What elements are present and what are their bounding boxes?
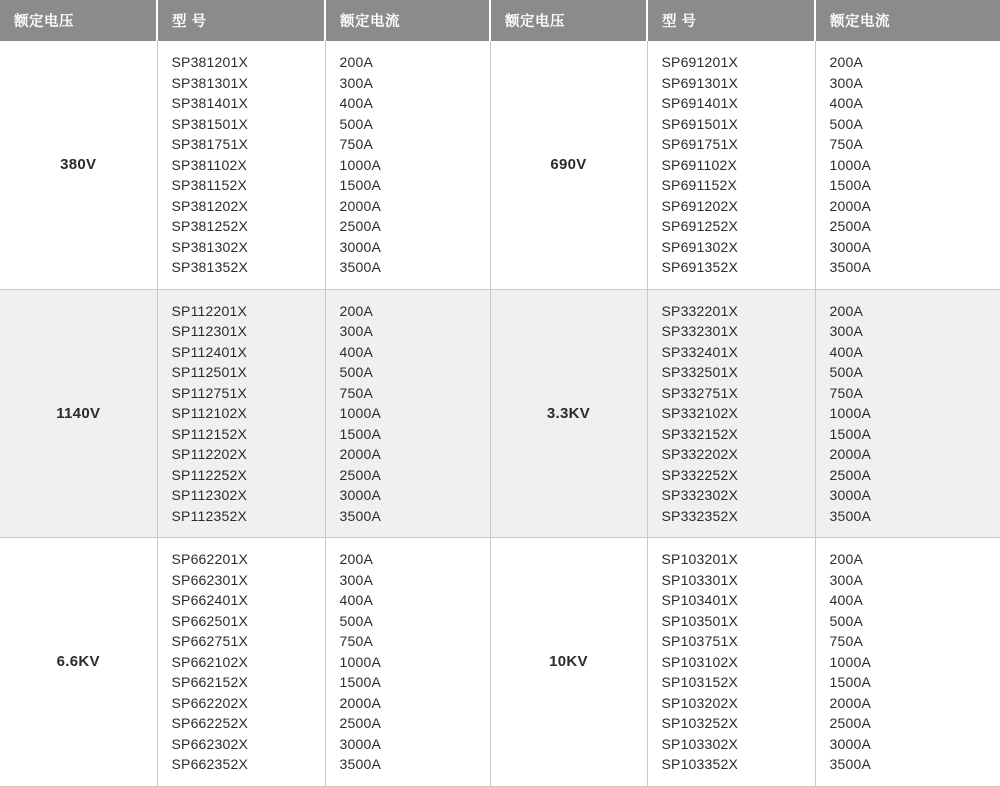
voltage-cell: 1140V xyxy=(0,289,157,538)
model-value: SP332152X xyxy=(662,424,815,445)
model-value: SP112201X xyxy=(172,301,325,322)
model-value: SP662751X xyxy=(172,631,325,652)
model-value: SP332201X xyxy=(662,301,815,322)
current-value: 1500A xyxy=(830,424,1000,445)
model-value: SP691302X xyxy=(662,237,815,258)
current-value: 750A xyxy=(340,134,490,155)
model-value: SP332102X xyxy=(662,403,815,424)
model-value: SP691352X xyxy=(662,257,815,278)
model-value: SP381751X xyxy=(172,134,325,155)
model-value: SP332302X xyxy=(662,485,815,506)
model-value: SP112401X xyxy=(172,342,325,363)
current-value: 2500A xyxy=(830,465,1000,486)
column-header-current-right: 额定电流 xyxy=(815,0,1000,41)
model-value: SP662201X xyxy=(172,549,325,570)
model-value: SP332301X xyxy=(662,321,815,342)
table-header-row xyxy=(0,0,1000,41)
current-value: 200A xyxy=(830,52,1000,73)
table-row xyxy=(0,289,1000,538)
model-value: SP691301X xyxy=(662,73,815,94)
current-value: 2500A xyxy=(340,216,490,237)
voltage-cell: 3.3KV xyxy=(490,289,647,538)
current-value: 1500A xyxy=(340,672,490,693)
current-value: 3500A xyxy=(340,754,490,775)
voltage-cell: 10KV xyxy=(490,538,647,787)
current-value: 750A xyxy=(340,631,490,652)
current-value: 200A xyxy=(830,549,1000,570)
model-value: SP112301X xyxy=(172,321,325,342)
current-value: 2000A xyxy=(830,444,1000,465)
column-header-current-left: 额定电流 xyxy=(325,0,490,41)
current-value: 500A xyxy=(340,114,490,135)
model-value: SP381201X xyxy=(172,52,325,73)
current-value: 1000A xyxy=(830,403,1000,424)
current-value: 300A xyxy=(830,570,1000,591)
current-value: 1000A xyxy=(830,652,1000,673)
model-value: SP332501X xyxy=(662,362,815,383)
model-value: SP103201X xyxy=(662,549,815,570)
current-value: 300A xyxy=(340,321,490,342)
current-value: 500A xyxy=(830,611,1000,632)
model-value: SP691252X xyxy=(662,216,815,237)
current-value: 200A xyxy=(340,52,490,73)
current-value: 750A xyxy=(830,383,1000,404)
current-value: 300A xyxy=(830,73,1000,94)
current-value: 300A xyxy=(340,73,490,94)
table-row xyxy=(0,538,1000,787)
model-value: SP691102X xyxy=(662,155,815,176)
current-value: 2000A xyxy=(340,693,490,714)
model-value: SP103152X xyxy=(662,672,815,693)
current-value: 2000A xyxy=(830,196,1000,217)
model-value: SP103302X xyxy=(662,734,815,755)
model-cell xyxy=(647,41,815,289)
current-value: 2500A xyxy=(830,216,1000,237)
model-cell xyxy=(157,289,325,538)
current-value: 3500A xyxy=(340,506,490,527)
model-value: SP381102X xyxy=(172,155,325,176)
column-header-voltage-right: 额定电压 xyxy=(490,0,647,41)
current-value: 400A xyxy=(830,93,1000,114)
current-value: 1000A xyxy=(340,652,490,673)
model-value: SP691751X xyxy=(662,134,815,155)
current-value: 3000A xyxy=(340,485,490,506)
model-value: SP112252X xyxy=(172,465,325,486)
current-value: 2500A xyxy=(830,713,1000,734)
column-header-model-right: 型 号 xyxy=(647,0,815,41)
current-cell xyxy=(815,41,1000,289)
model-value: SP332352X xyxy=(662,506,815,527)
model-cell xyxy=(157,41,325,289)
model-cell xyxy=(647,538,815,787)
current-cell xyxy=(815,538,1000,787)
current-value: 2500A xyxy=(340,713,490,734)
model-value: SP103301X xyxy=(662,570,815,591)
current-cell xyxy=(325,538,490,787)
model-value: SP332202X xyxy=(662,444,815,465)
model-value: SP332751X xyxy=(662,383,815,404)
model-value: SP103352X xyxy=(662,754,815,775)
current-cell xyxy=(815,289,1000,538)
model-value: SP691201X xyxy=(662,52,815,73)
model-value: SP662102X xyxy=(172,652,325,673)
model-value: SP691501X xyxy=(662,114,815,135)
current-value: 1500A xyxy=(830,175,1000,196)
column-header-model-left: 型 号 xyxy=(157,0,325,41)
model-value: SP381301X xyxy=(172,73,325,94)
current-value: 2000A xyxy=(340,196,490,217)
current-value: 200A xyxy=(340,301,490,322)
current-value: 1500A xyxy=(830,672,1000,693)
current-value: 500A xyxy=(340,362,490,383)
current-value: 1000A xyxy=(830,155,1000,176)
model-value: SP662352X xyxy=(172,754,325,775)
current-value: 3000A xyxy=(830,237,1000,258)
table-body xyxy=(0,41,1000,786)
model-value: SP662202X xyxy=(172,693,325,714)
current-value: 750A xyxy=(340,383,490,404)
model-value: SP103501X xyxy=(662,611,815,632)
model-value: SP103401X xyxy=(662,590,815,611)
model-cell xyxy=(647,289,815,538)
voltage-cell: 380V xyxy=(0,41,157,289)
model-value: SP332401X xyxy=(662,342,815,363)
current-value: 3500A xyxy=(340,257,490,278)
model-value: SP662252X xyxy=(172,713,325,734)
model-value: SP112751X xyxy=(172,383,325,404)
current-value: 3500A xyxy=(830,506,1000,527)
model-value: SP112102X xyxy=(172,403,325,424)
current-value: 3500A xyxy=(830,754,1000,775)
current-value: 500A xyxy=(830,362,1000,383)
current-value: 200A xyxy=(830,301,1000,322)
model-value: SP112501X xyxy=(172,362,325,383)
model-value: SP103102X xyxy=(662,652,815,673)
current-value: 3000A xyxy=(830,485,1000,506)
model-value: SP112202X xyxy=(172,444,325,465)
model-value: SP662401X xyxy=(172,590,325,611)
model-value: SP112152X xyxy=(172,424,325,445)
model-value: SP381202X xyxy=(172,196,325,217)
current-value: 750A xyxy=(830,631,1000,652)
model-value: SP381302X xyxy=(172,237,325,258)
current-value: 500A xyxy=(340,611,490,632)
table-header xyxy=(0,0,1000,41)
column-header-voltage-left: 额定电压 xyxy=(0,0,157,41)
current-value: 1500A xyxy=(340,175,490,196)
model-value: SP332252X xyxy=(662,465,815,486)
model-value: SP103751X xyxy=(662,631,815,652)
model-value: SP662301X xyxy=(172,570,325,591)
current-value: 400A xyxy=(830,590,1000,611)
model-value: SP662501X xyxy=(172,611,325,632)
model-value: SP691202X xyxy=(662,196,815,217)
current-value: 300A xyxy=(340,570,490,591)
current-value: 3500A xyxy=(830,257,1000,278)
model-value: SP103252X xyxy=(662,713,815,734)
model-value: SP691401X xyxy=(662,93,815,114)
current-value: 400A xyxy=(340,590,490,611)
model-value: SP112352X xyxy=(172,506,325,527)
current-value: 1500A xyxy=(340,424,490,445)
current-value: 300A xyxy=(830,321,1000,342)
current-value: 400A xyxy=(340,93,490,114)
model-cell xyxy=(157,538,325,787)
model-value: SP381352X xyxy=(172,257,325,278)
model-value: SP662302X xyxy=(172,734,325,755)
voltage-cell: 690V xyxy=(490,41,647,289)
current-value: 500A xyxy=(830,114,1000,135)
current-value: 2000A xyxy=(830,693,1000,714)
voltage-cell: 6.6KV xyxy=(0,538,157,787)
model-value: SP381501X xyxy=(172,114,325,135)
current-cell xyxy=(325,41,490,289)
current-value: 200A xyxy=(340,549,490,570)
current-value: 2000A xyxy=(340,444,490,465)
model-value: SP103202X xyxy=(662,693,815,714)
model-value: SP112302X xyxy=(172,485,325,506)
current-value: 3000A xyxy=(340,237,490,258)
model-value: SP381252X xyxy=(172,216,325,237)
current-value: 750A xyxy=(830,134,1000,155)
current-value: 400A xyxy=(340,342,490,363)
current-value: 3000A xyxy=(830,734,1000,755)
table-row xyxy=(0,41,1000,289)
model-value: SP381401X xyxy=(172,93,325,114)
current-value: 1000A xyxy=(340,155,490,176)
model-value: SP381152X xyxy=(172,175,325,196)
current-cell xyxy=(325,289,490,538)
model-value: SP691152X xyxy=(662,175,815,196)
current-value: 2500A xyxy=(340,465,490,486)
current-value: 400A xyxy=(830,342,1000,363)
current-value: 3000A xyxy=(340,734,490,755)
current-value: 1000A xyxy=(340,403,490,424)
model-value: SP662152X xyxy=(172,672,325,693)
